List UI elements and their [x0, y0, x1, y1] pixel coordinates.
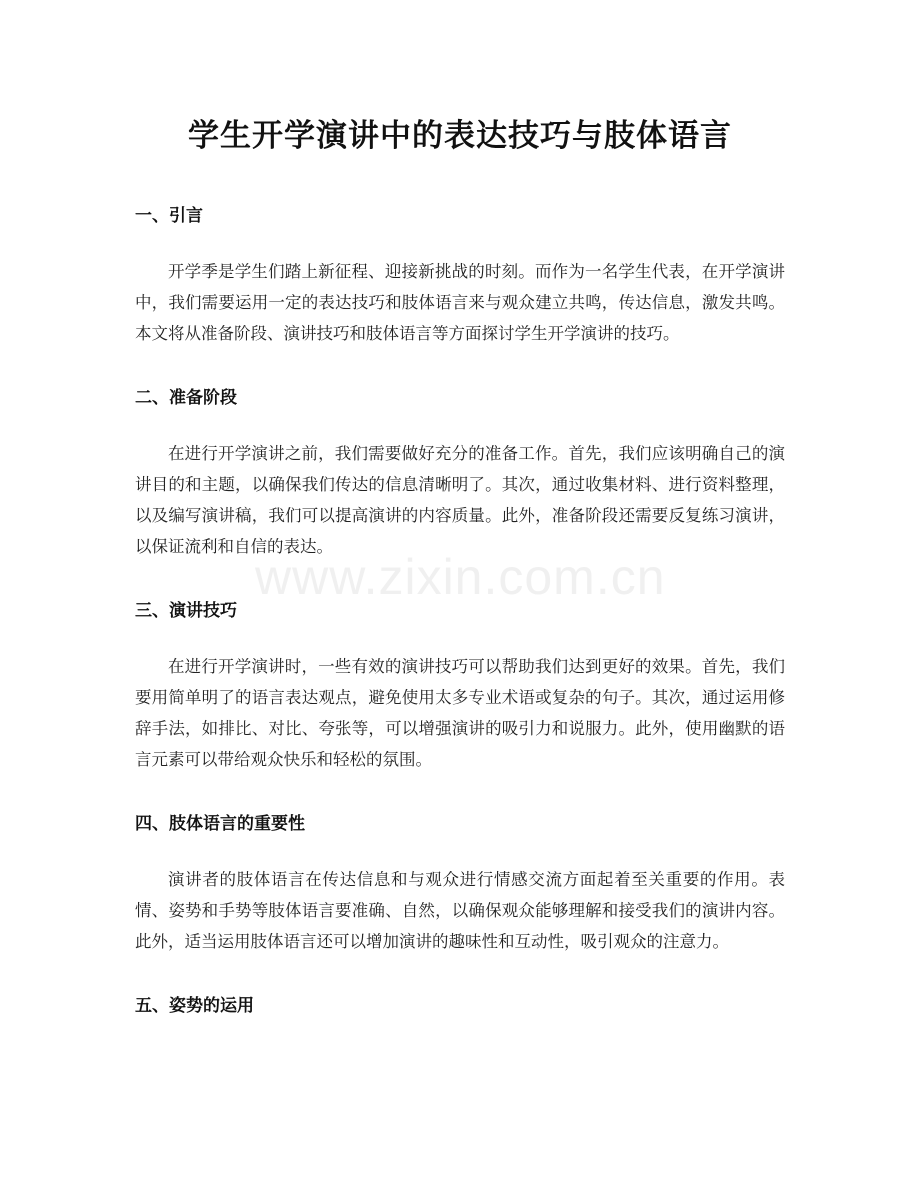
- section-heading: 五、姿势的运用: [135, 996, 254, 1016]
- section-speech-skills: [135, 596, 785, 775]
- watermark-text: www.zixin.com.cn: [255, 549, 666, 605]
- section-paragraph: 开学季是学生们踏上新征程、迎接新挑战的时刻。而作为一名学生代表，在开学演讲中，我们需要运用一定的表达技巧和肢体语言来与观众建立共鸣，传达信息，激发共鸣。本文将从准备阶段、演讲技巧和肢体语言等方面探讨学生开学演讲的技巧。: [135, 262, 785, 343]
- section-preparation: [135, 383, 785, 562]
- section-heading: 四、肢体语言的重要性: [135, 814, 305, 834]
- section-heading: 二、准备阶段: [135, 388, 237, 408]
- section-heading: 三、演讲技巧: [135, 601, 237, 621]
- section-paragraph: 演讲者的肢体语言在传达信息和与观众进行情感交流方面起着至关重要的作用。表情、姿势和手势等肢体语言要准确、自然，以确保观众能够理解和接受我们的演讲内容。此外，适当运用肢体语言还可以增加演讲的趣味性和互动性，吸引观众的注意力。: [135, 870, 785, 951]
- document-title: 学生开学演讲中的表达技巧与肢体语言: [188, 118, 732, 154]
- section-intro: [135, 201, 785, 349]
- section-heading: 一、引言: [135, 206, 203, 226]
- section-body-language: [135, 809, 785, 957]
- section-paragraph: 在进行开学演讲时，一些有效的演讲技巧可以帮助我们达到更好的效果。首先，我们要用简单明了的语言表达观点，避免使用太多专业术语或复杂的句子。其次，通过运用修辞手法，如排比、对比、夸张等，可以增强演讲的吸引力和说服力。此外，使用幽默的语言元素可以带给观众快乐和轻松的氛围。: [135, 657, 785, 769]
- section-posture: [135, 991, 785, 1016]
- section-paragraph: 在进行开学演讲之前，我们需要做好充分的准备工作。首先，我们应该明确自己的演讲目的和主题，以确保我们传达的信息清晰明了。其次，通过收集材料、进行资料整理，以及编写演讲稿，我们可以提高演讲的内容质量。此外，准备阶段还需要反复练习演讲，以保证流利和自信的表达。: [135, 444, 785, 556]
